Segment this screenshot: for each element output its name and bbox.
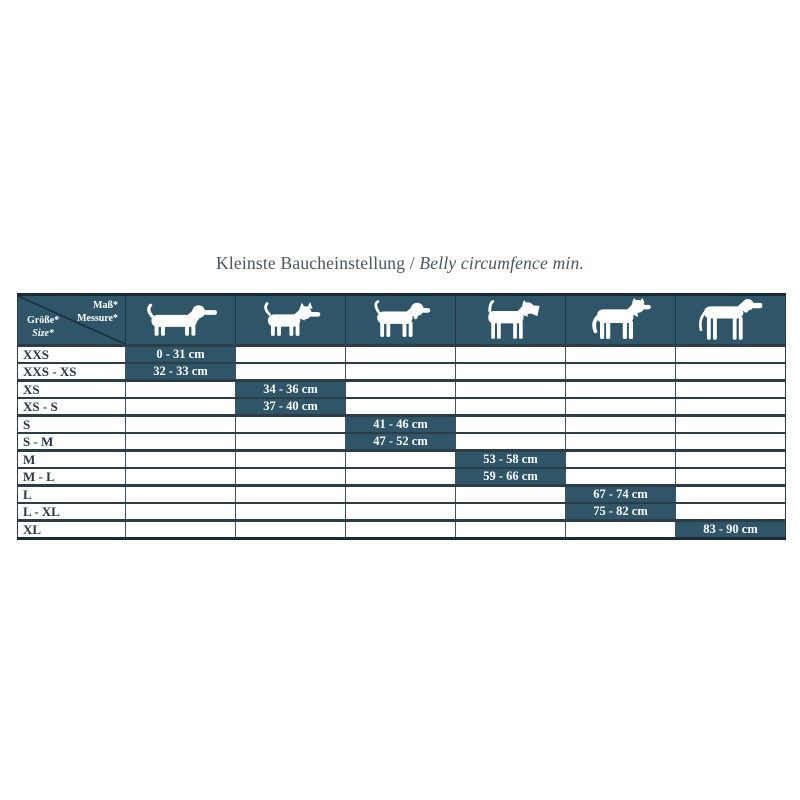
- belly-range-cell: 75 - 82 cm: [566, 503, 676, 521]
- belly-range-cell: 32 - 33 cm: [126, 363, 236, 381]
- empty-cell: [566, 521, 676, 539]
- belly-range-cell: 47 - 52 cm: [346, 433, 456, 451]
- empty-cell: [126, 503, 236, 521]
- schnauzer-icon: [456, 296, 565, 344]
- table-row: [18, 381, 786, 399]
- dachshund-icon: [126, 296, 235, 344]
- empty-cell: [566, 363, 676, 381]
- belly-size-table: [17, 293, 786, 540]
- empty-cell: [456, 363, 566, 381]
- empty-cell: [676, 381, 786, 399]
- size-label-cell: XXS - XS: [18, 363, 126, 381]
- empty-cell: [346, 451, 456, 469]
- empty-cell: [676, 346, 786, 364]
- empty-cell: [346, 486, 456, 504]
- empty-cell: [456, 398, 566, 416]
- empty-cell: [456, 381, 566, 399]
- empty-cell: [126, 468, 236, 486]
- empty-cell: [566, 416, 676, 434]
- size-label-cell: XS - S: [18, 398, 126, 416]
- size-label-cell: XS: [18, 381, 126, 399]
- table-row: [18, 363, 786, 381]
- empty-cell: [456, 416, 566, 434]
- column-header-hound: [346, 295, 456, 346]
- size-label-cell: M: [18, 451, 126, 469]
- size-label-cell: XL: [18, 521, 126, 539]
- table-row: [18, 503, 786, 521]
- empty-cell: [126, 486, 236, 504]
- empty-cell: [346, 503, 456, 521]
- empty-cell: [236, 486, 346, 504]
- belly-range-cell: 41 - 46 cm: [346, 416, 456, 434]
- size-label-cell: M - L: [18, 468, 126, 486]
- empty-cell: [566, 433, 676, 451]
- empty-cell: [346, 381, 456, 399]
- empty-cell: [236, 363, 346, 381]
- empty-cell: [236, 416, 346, 434]
- corner-header-cell: [18, 295, 126, 346]
- empty-cell: [236, 451, 346, 469]
- column-header-dachshund: [126, 295, 236, 346]
- chart-title-english: Belly circumfence min.: [419, 253, 584, 273]
- size-label: Size*: [32, 327, 54, 339]
- mass-label: Maß*: [93, 300, 118, 311]
- chart-title: [0, 253, 800, 274]
- belly-range-cell: 67 - 74 cm: [566, 486, 676, 504]
- great-dane-icon: [676, 296, 785, 344]
- table-row: [18, 433, 786, 451]
- empty-cell: [126, 398, 236, 416]
- empty-cell: [566, 468, 676, 486]
- husky-icon: [566, 296, 675, 344]
- size-label-cell: L: [18, 486, 126, 504]
- empty-cell: [456, 433, 566, 451]
- empty-cell: [126, 381, 236, 399]
- empty-cell: [676, 398, 786, 416]
- size-label-cell: L - XL: [18, 503, 126, 521]
- column-header-schnauzer: [456, 295, 566, 346]
- belly-range-cell: 0 - 31 cm: [126, 346, 236, 364]
- groesse-label-block: [27, 315, 59, 340]
- dog-header-row: [18, 295, 786, 346]
- belly-range-cell: 59 - 66 cm: [456, 468, 566, 486]
- empty-cell: [566, 398, 676, 416]
- empty-cell: [676, 486, 786, 504]
- empty-cell: [346, 363, 456, 381]
- size-label-cell: S - M: [18, 433, 126, 451]
- empty-cell: [566, 346, 676, 364]
- table-row: [18, 486, 786, 504]
- column-header-great-dane: [676, 295, 786, 346]
- chart-title-german: Kleinste Baucheinstellung: [215, 253, 406, 273]
- empty-cell: [236, 468, 346, 486]
- empty-cell: [566, 381, 676, 399]
- empty-cell: [676, 433, 786, 451]
- belly-range-cell: 53 - 58 cm: [456, 451, 566, 469]
- empty-cell: [676, 363, 786, 381]
- table-row: [18, 521, 786, 539]
- table-row: [18, 346, 786, 364]
- hound-icon: [346, 296, 455, 344]
- empty-cell: [456, 346, 566, 364]
- table-row: [18, 451, 786, 469]
- empty-cell: [126, 416, 236, 434]
- empty-cell: [566, 451, 676, 469]
- empty-cell: [126, 433, 236, 451]
- column-header-terrier: [236, 295, 346, 346]
- size-label-cell: XXS: [18, 346, 126, 364]
- empty-cell: [346, 521, 456, 539]
- empty-cell: [236, 521, 346, 539]
- empty-cell: [456, 486, 566, 504]
- messure-label: Messure*: [77, 312, 118, 324]
- belly-range-cell: 34 - 36 cm: [236, 381, 346, 399]
- empty-cell: [346, 346, 456, 364]
- empty-cell: [236, 433, 346, 451]
- empty-cell: [676, 503, 786, 521]
- chart-title-separator: /: [405, 253, 420, 273]
- empty-cell: [346, 398, 456, 416]
- empty-cell: [456, 503, 566, 521]
- column-header-husky: [566, 295, 676, 346]
- size-label-cell: S: [18, 416, 126, 434]
- measure-label: [77, 300, 118, 325]
- empty-cell: [126, 521, 236, 539]
- empty-cell: [676, 468, 786, 486]
- empty-cell: [236, 346, 346, 364]
- empty-cell: [676, 451, 786, 469]
- table-row: [18, 398, 786, 416]
- table-row: [18, 416, 786, 434]
- groesse-label: Größe*: [27, 315, 60, 326]
- empty-cell: [676, 416, 786, 434]
- empty-cell: [236, 503, 346, 521]
- empty-cell: [456, 521, 566, 539]
- terrier-icon: [236, 296, 345, 344]
- belly-range-cell: 83 - 90 cm: [676, 521, 786, 539]
- table-row: [18, 468, 786, 486]
- empty-cell: [126, 451, 236, 469]
- empty-cell: [346, 468, 456, 486]
- belly-range-cell: 37 - 40 cm: [236, 398, 346, 416]
